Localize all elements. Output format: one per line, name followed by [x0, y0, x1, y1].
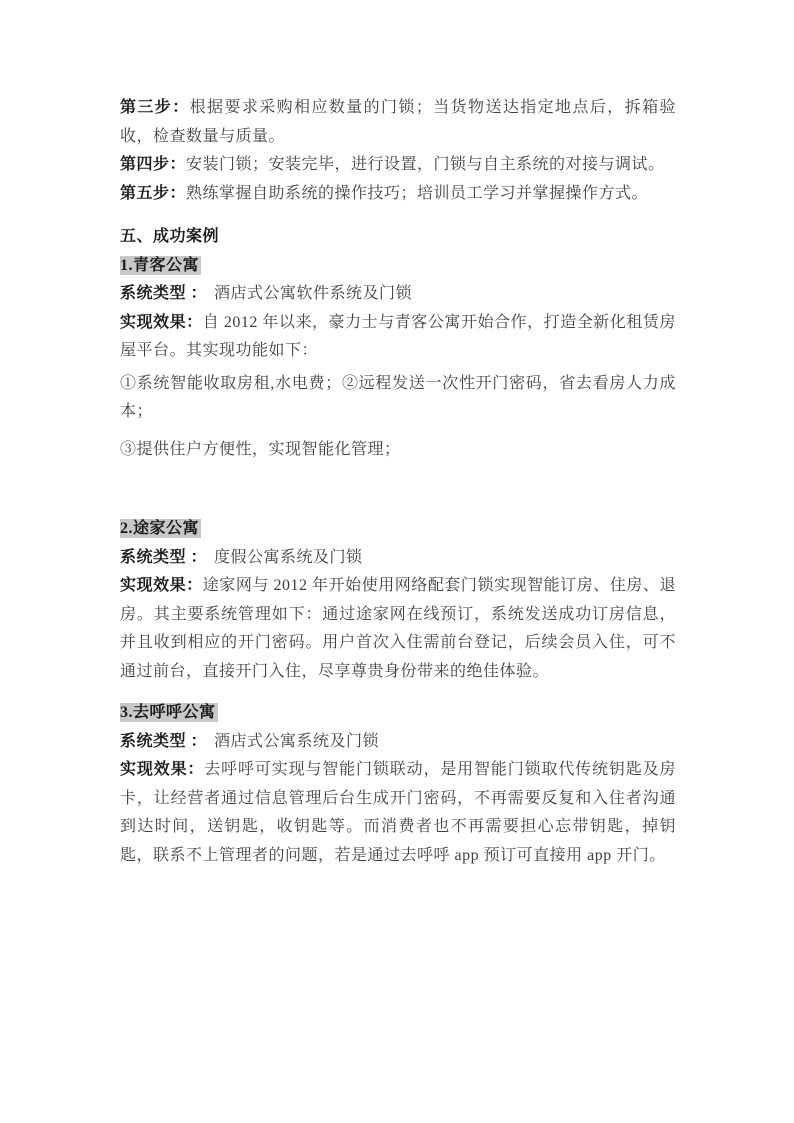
section-title: 五、成功案例 — [120, 228, 220, 245]
case-3-effect-text: 去呼呼可实现与智能门锁联动，是用智能门锁取代传统钥匙及房卡，让经营者通过信息管理后台生成开门密码，不再需要反复和入住者沟通到达时间，送钥匙，收钥匙等。而消费者也不再需要担心忘带钥匙，掉钥匙，联系不上管理者的问题，若是通过去呼呼 app 预订可直接用 app 开门。 — [120, 761, 676, 864]
case-section-quhuhu — [120, 699, 676, 870]
case-3-system-type-label: 系统类型 ： — [120, 732, 208, 750]
case-1-feature-line-1: ①系统智能收取房租,水电费；②远程发送一次性开门密码，省去看房人力成本； — [120, 374, 676, 420]
case-3-effect-paragraph — [120, 756, 676, 870]
step-3-text: 根据要求采购相应数量的门锁；当货物送达指定地点后，拆箱验收，检查数量与质量。 — [120, 99, 676, 145]
case-2-system-type-row — [120, 544, 676, 573]
case-2-effect-paragraph — [120, 572, 676, 686]
case-1-title-highlight: 1.青客公寓 — [120, 256, 200, 274]
case-1-effect-text: 自 2012 年以来，豪力士与青客公寓开始合作，打造全新化租赁房屋平台。其实现功能如下： — [120, 313, 676, 359]
case-2-system-type-value: 度假公寓系统及门锁 — [214, 548, 363, 566]
case-2-effect-label: 实现效果： — [120, 577, 203, 594]
step-3-paragraph — [120, 94, 676, 151]
case-1-feature-line-2: ③提供住户方便性，实现智能化管理； — [120, 440, 401, 458]
case-2-effect-text: 途家网与 2012 年开始使用网络配套门锁实现智能订房、住房、退房。其主要系统管理如下：通过途家网在线预订，系统发送成功订房信息，并且收到相应的开门密码。用户首次入住需前台登记，后续会员入住，可不通过前台，直接开门入住，尽享尊贵身份带来的绝佳体验。 — [120, 577, 676, 680]
case-1-system-type-label: 系统类型 ： — [120, 285, 208, 302]
case-1-system-type-row — [120, 280, 676, 309]
step-5-text: 熟练掌握自助系统的操作技巧；培训员工学习并掌握操作方式。 — [186, 184, 649, 202]
case-1-effect-label: 实现效果： — [120, 313, 203, 331]
case-2-system-type-label: 系统类型 ： — [120, 548, 208, 566]
step-4-text: 安装门锁；安装完毕，进行设置，门锁与自主系统的对接与调试。 — [186, 156, 665, 173]
case-3-effect-label: 实现效果： — [120, 761, 205, 778]
case-1-title — [120, 252, 676, 281]
step-5-label: 第五步： — [120, 184, 187, 202]
case-3-system-type-value: 酒店式公寓系统及门锁 — [214, 732, 380, 750]
case-1-system-type-value: 酒店式公寓软件系统及门锁 — [214, 285, 413, 302]
step-4-paragraph — [120, 151, 676, 180]
case-1-effect-paragraph — [120, 309, 676, 366]
step-4-label: 第四步： — [120, 156, 187, 173]
case-2-title-highlight: 2.途家公寓 — [120, 520, 200, 537]
case-3-title — [120, 699, 676, 728]
step-5-paragraph — [120, 180, 676, 209]
case-section-qingke — [120, 252, 676, 465]
case-3-title-highlight: 3.去呼呼公寓 — [120, 704, 216, 721]
case-section-tujia — [120, 515, 676, 686]
step-3-label: 第三步： — [120, 99, 190, 116]
case-2-title — [120, 515, 676, 544]
case-3-system-type-row — [120, 728, 676, 757]
